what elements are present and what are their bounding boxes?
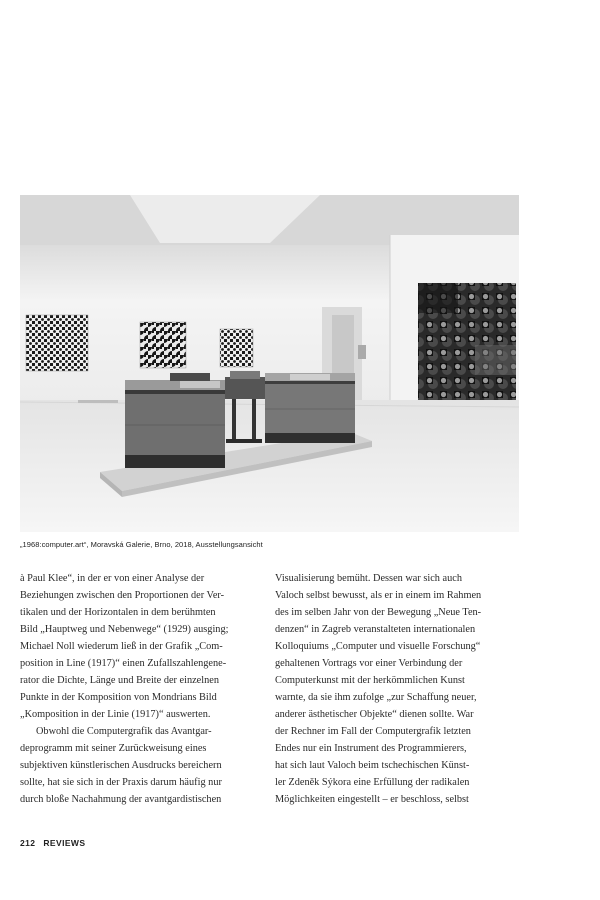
text-line: „Komposition in der Linie (1917)“ auswerten. xyxy=(20,709,211,720)
text-line: tikalen und der Horizontalen in dem berühmten xyxy=(20,607,216,618)
text-column-left xyxy=(20,570,265,808)
text-line: Michael Noll wiederum ließ in der Grafik „Com- xyxy=(20,641,223,652)
text-line: hat sich laut Valoch beim tschechischen Künst- xyxy=(275,760,470,771)
text-line: denzen“ in Zagreb veranstalteten internationalen xyxy=(275,624,476,635)
text-line: durch bloße Nachahmung der avantgardistischen xyxy=(20,794,222,805)
section-label: REVIEWS xyxy=(43,838,86,848)
text-line: Computerkunst mit der herkömmlichen Kunst xyxy=(275,675,465,686)
text-line: position in Line (1917)“ einen Zufallszahlengene- xyxy=(20,658,227,669)
text-line: anderer ästhetischer Objekte“ dienen sollte. War xyxy=(275,709,474,720)
text-line: Beziehungen zwischen den Proportionen der Ver- xyxy=(20,590,225,601)
computer-unit-left xyxy=(125,373,225,468)
text-line: Möglichkeiten eingestellt – er beschloss, selbst xyxy=(275,794,469,805)
text-line: subjektiven künstlerischen Ausdrucks bereichern xyxy=(20,760,222,771)
text-line: Punkte in der Komposition von Mondrians Bild xyxy=(20,692,217,703)
text-line: sollte, hat sie sich in der Praxis darum häufig nur xyxy=(20,777,222,788)
text-line: à Paul Klee“, in der er von einer Analyse der xyxy=(20,573,205,584)
text-line: rator die Dichte, Länge und Breite der einzelnen xyxy=(20,675,219,686)
text-line: gehaltenen Vortrags vor einer Verbindung der xyxy=(275,658,463,669)
computer-unit-right xyxy=(265,373,355,443)
text-line: Kolloquiums „Computer und visuelle Forschung“ xyxy=(275,641,481,652)
text-column-right xyxy=(275,570,520,808)
exhibition-photo xyxy=(20,195,519,532)
text-line: Bild „Hauptweg und Nebenwege“ (1929) ausging; xyxy=(20,624,229,635)
text-line: deprogramm mit seiner Zurückweisung eines xyxy=(20,743,207,754)
artwork-1 xyxy=(26,315,88,371)
artwork-3 xyxy=(220,329,253,367)
text-line: ler Zdeněk Sýkora eine Erfüllung der radikalen xyxy=(275,777,470,788)
text-line: Obwohl die Computergrafik das Avantgar- xyxy=(36,726,212,737)
page-footer xyxy=(20,838,85,848)
text-line: Valoch selbst bewusst, als er in einem im Rahmen xyxy=(275,590,482,601)
text-line: Endes nur ein Instrument des Programmierers, xyxy=(275,743,467,754)
photo-caption: „1968:computer.art“, Moravská Galerie, Brno, 2018, Ausstellungsansicht xyxy=(20,540,263,549)
artwork-2 xyxy=(140,322,186,368)
page-number: 212 xyxy=(20,838,36,848)
text-line: warnte, da sie ihm zufolge „zur Schaffung neuer, xyxy=(275,692,477,703)
text-line: der Rechner im Fall der Computergrafik letzten xyxy=(275,726,471,737)
text-line: Visualisierung bemüht. Dessen war sich auch xyxy=(275,573,462,584)
text-line: des im selben Jahr von der Bewegung „Neue Ten- xyxy=(275,607,482,618)
